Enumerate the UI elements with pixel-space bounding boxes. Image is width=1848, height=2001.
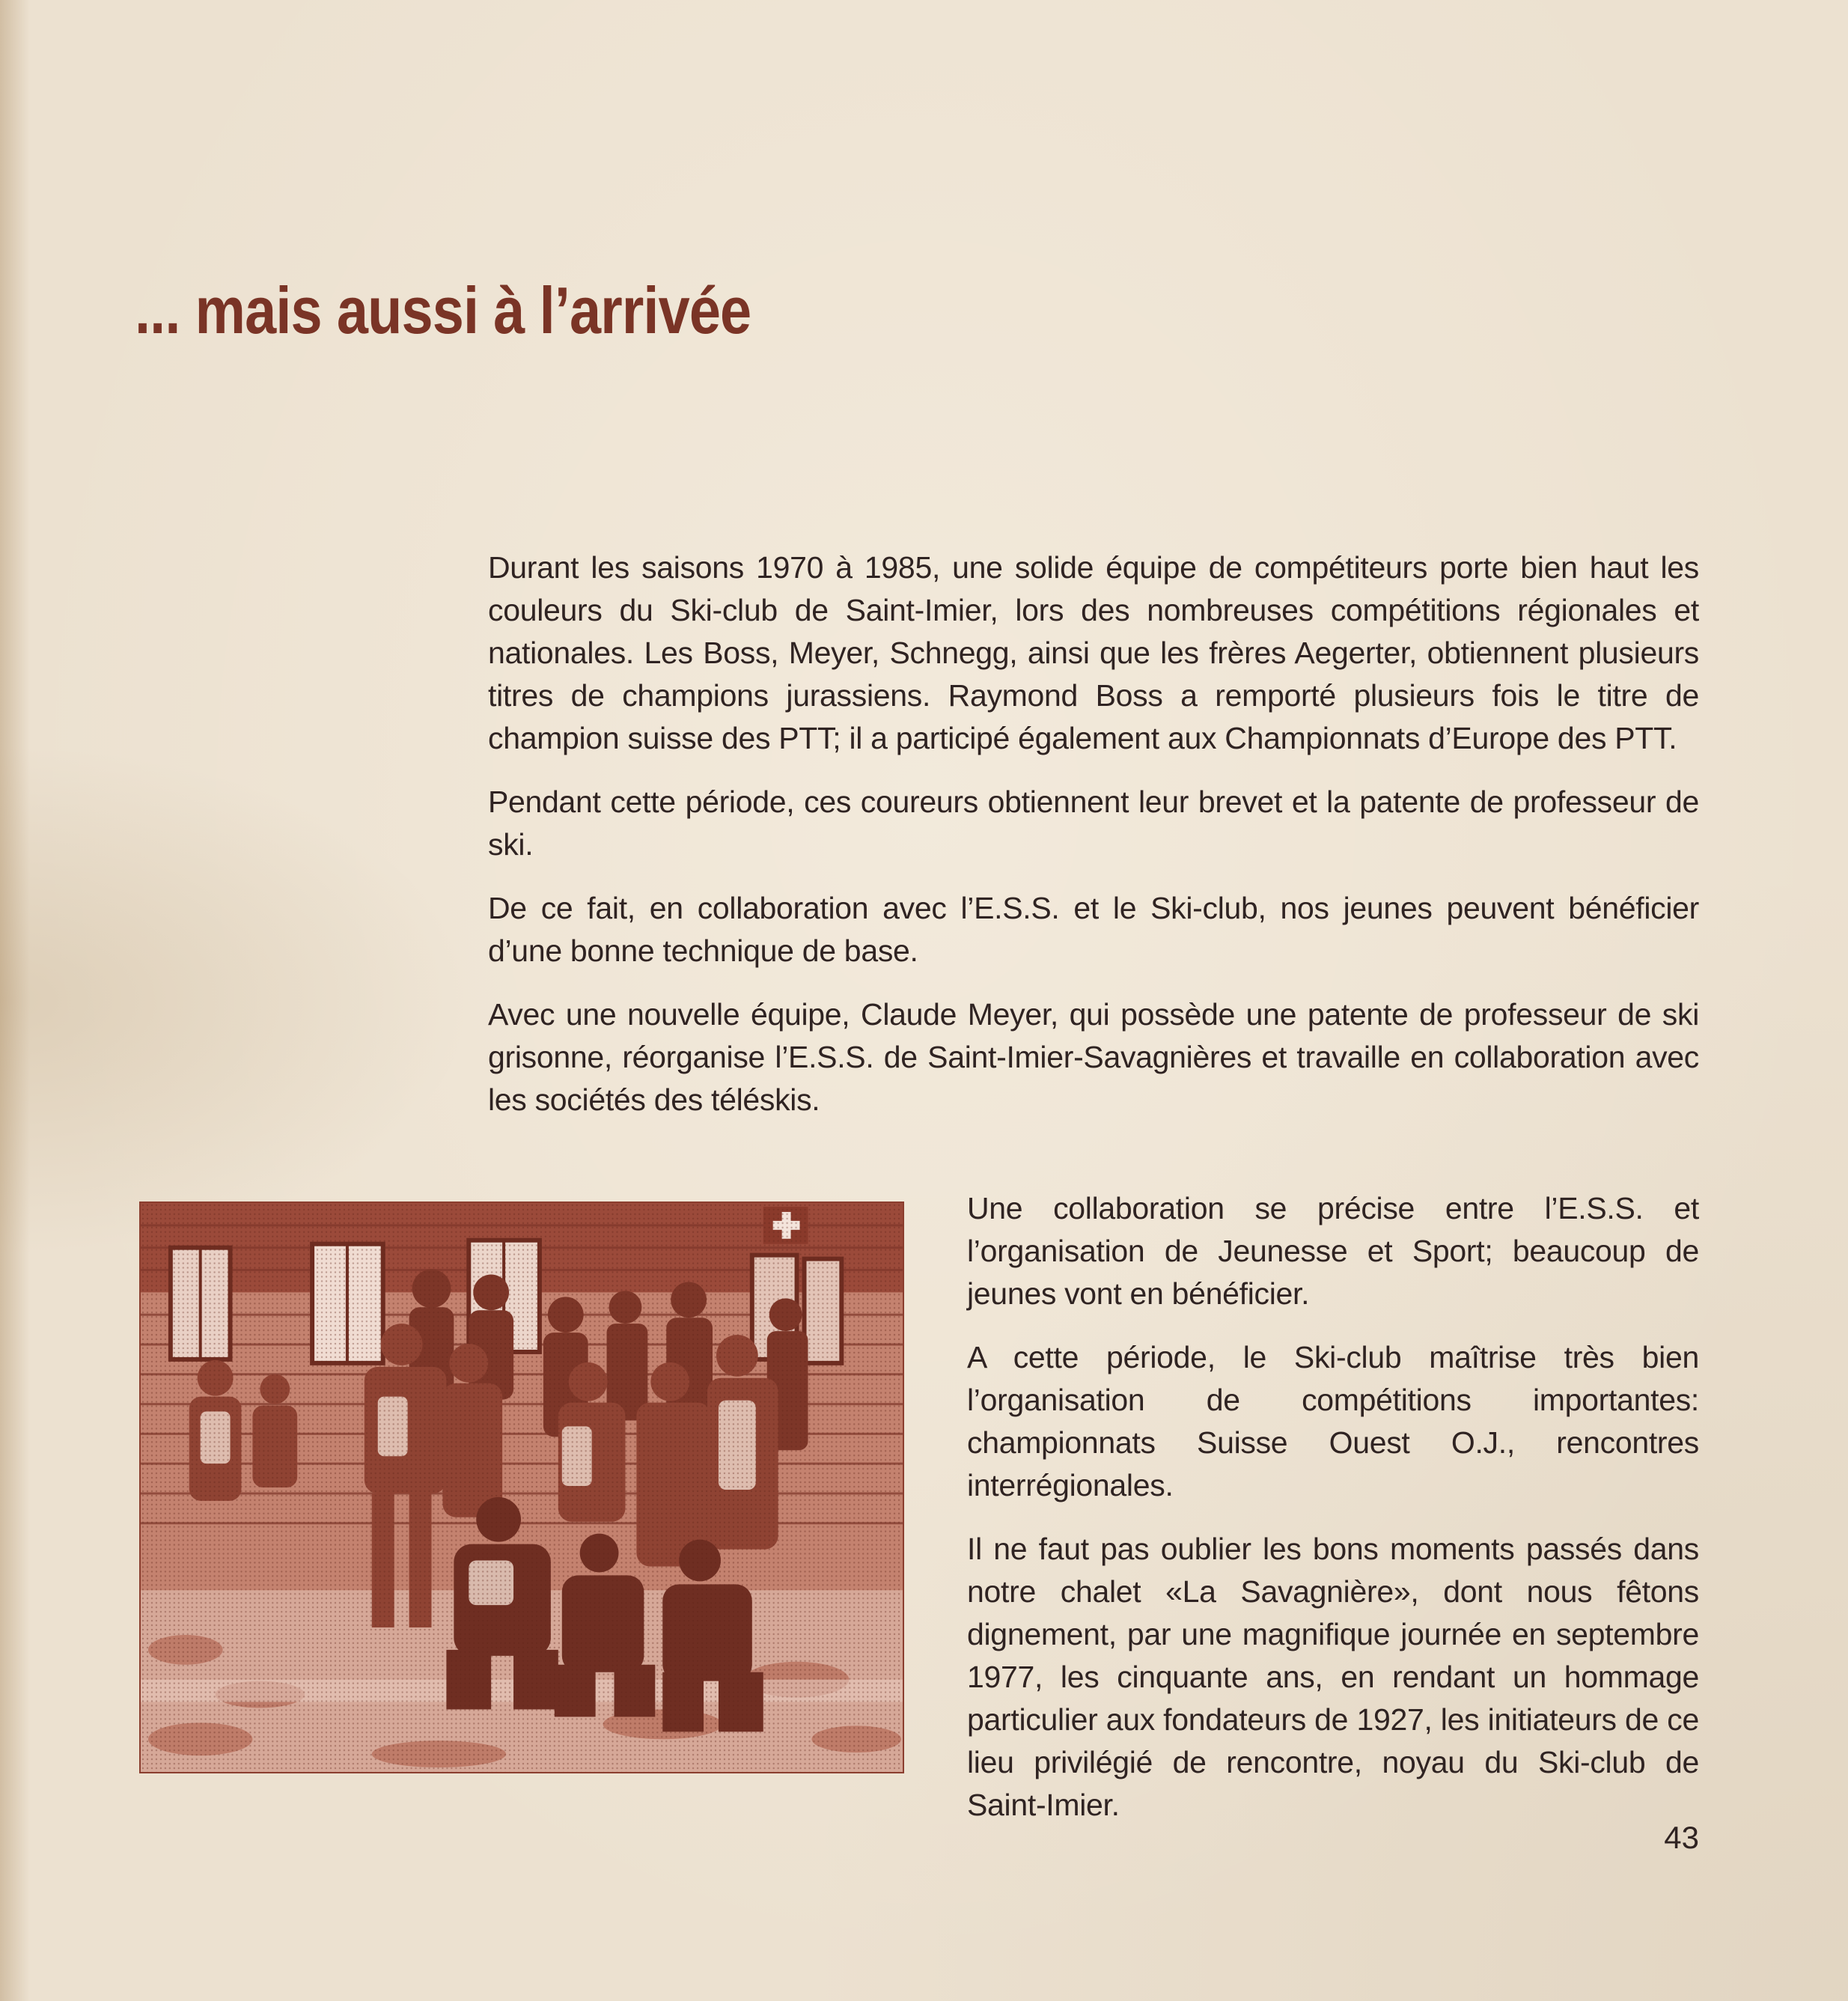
paragraph-jeunesse-sport: Une collaboration se précise entre l’E.S.S. et l’organisation de Jeunesse et Sport; beaucoup de jeunes vont en bénéficier. bbox=[967, 1191, 1699, 1311]
paragraph-collaboration-ess: De ce fait, en collaboration avec l’E.S.S. et le Ski-club, nos jeunes peuvent bénéficier d’une bonne technique de base. bbox=[488, 891, 1699, 968]
page-number: 43 bbox=[1664, 1820, 1699, 1855]
paragraph-new-team: Avec une nouvelle équipe, Claude Meyer, qui possède une patente de professeur de ski grisonne, réorganise l’E.S.S. de Saint-Imier-Savagnières et travaille en collaboration avec les sociétés des téléskis. bbox=[488, 997, 1699, 1117]
paragraph-ski-teacher-patent: Pendant cette période, ces coureurs obtiennent leur brevet et la patente de professeur de ski. bbox=[488, 785, 1699, 862]
main-text-column bbox=[488, 546, 1699, 1142]
paragraph-chalet-anniversary: Il ne faut pas oublier les bons moments passés dans notre chalet «La Savagnière», dont nous fêtons dignement, par une magnifique journée en septembre 1977, les cinquante ans, en rendant un hommage particulier aux fondateurs de 1927, les initiateurs de ce lieu privilégié de rencontre, noyau du Ski-club de Saint-Imier. bbox=[967, 1532, 1699, 1822]
paragraph-competitions: A cette période, le Ski-club maîtrise très bien l’organisation de compétitions importantes: championnats Suisse Ouest O.J., rencontres interrégionales. bbox=[967, 1340, 1699, 1502]
page-edge-shadow bbox=[0, 0, 30, 2001]
paragraph-competitors: Durant les saisons 1970 à 1985, une solide équipe de compétiteurs porte bien haut les couleurs du Ski-club de Saint-Imier, lors des nombreuses compétitions régionales et nationales. Les Boss, Meyer, Schnegg, ainsi que les frères Aegerter, obtiennent plusieurs titres de champions jurassiens. Raymond Boss a remporté plusieurs fois le titre de champion suisse des PTT; il a participé également aux Championnats d’Europe des PTT. bbox=[488, 550, 1699, 755]
group-photo bbox=[139, 1201, 904, 1773]
right-text-column bbox=[967, 1187, 1699, 1848]
page-title: ... mais aussi à l’arrivée bbox=[135, 273, 751, 347]
group-photo-illustration bbox=[141, 1203, 903, 1772]
